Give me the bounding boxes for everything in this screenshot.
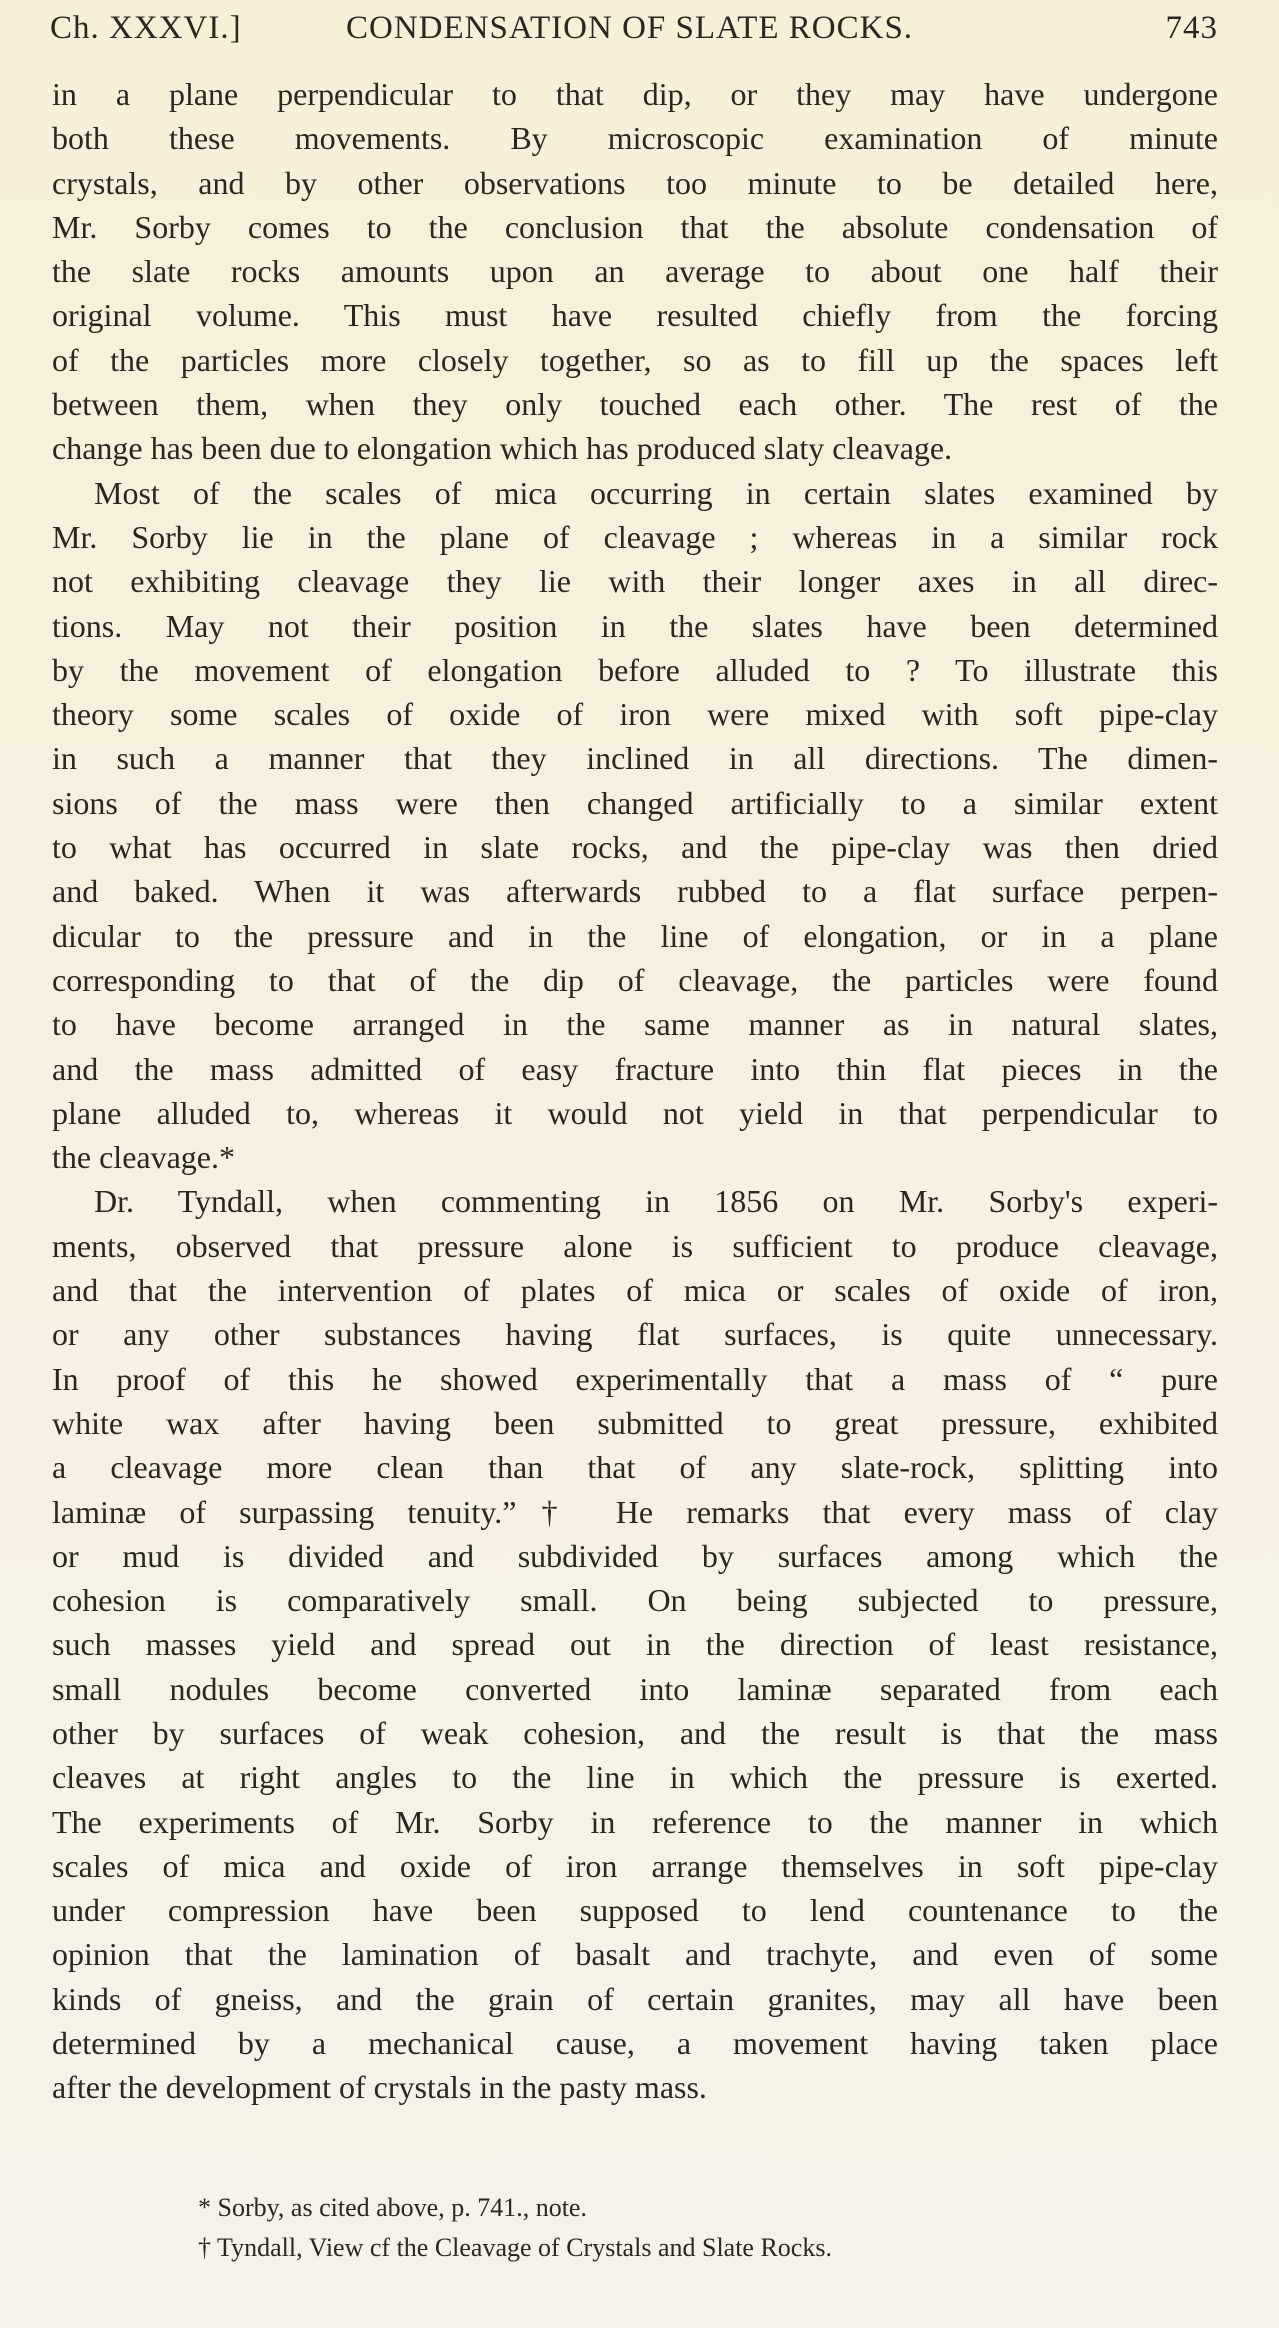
page-number: 743 [1165,10,1218,46]
text-line: crystals, and by other observations too minute to be detailed here, [52,164,1218,201]
footnote: * Sorby, as cited above, p. 741., note. [198,2193,587,2222]
page-title: CONDENSATION OF SLATE ROCKS. [346,10,914,46]
text-line: under compression have been supposed to lend countenance to the [52,1892,1218,1929]
text-line: change has been due to elongation which has produced slaty cleavage. [52,430,953,467]
text-line: a cleavage more clean than that of any slate-rock, splitting into [52,1449,1218,1486]
text-line: other by surfaces of weak cohesion, and the result is that the mass [52,1714,1218,1751]
text-line: the slate rocks amounts upon an average to about one half their [52,253,1218,290]
text-line: and baked. When it was afterwards rubbed to a flat surface perpen- [52,873,1218,910]
text-line: corresponding to that of the dip of cleavage, the particles were found [52,961,1218,998]
text-line: both these movements. By microscopic examination of minute [52,120,1218,157]
text-line: Mr. Sorby comes to the conclusion that the absolute condensation of [52,208,1218,245]
text-line: white wax after having been submitted to great pressure, exhibited [52,1404,1218,1441]
text-line: or mud is divided and subdivided by surfaces among which the [52,1537,1218,1574]
text-line: not exhibiting cleavage they lie with their longer axes in all direc- [52,563,1218,600]
text-line: of the particles more closely together, so as to fill up the spaces left [52,341,1218,378]
text-line: or any other substances having flat surfaces, is quite unnecessary. [52,1316,1218,1353]
chapter-label: Ch. XXXVI.] [50,10,242,46]
text-line: theory some scales of oxide of iron were mixed with soft pipe-clay [52,696,1218,733]
text-line: ments, observed that pressure alone is sufficient to produce cleavage, [52,1227,1218,1264]
text-line: after the development of crystals in the pasty mass. [52,2069,707,2106]
body-text [52,72,1218,2110]
text-line: opinion that the lamination of basalt and trachyte, and even of some [52,1936,1218,1973]
text-line: and that the intervention of plates of mica or scales of oxide of iron, [52,1272,1218,1309]
text-line: by the movement of elongation before alluded to ? To illustrate this [52,651,1218,688]
text-line: Dr. Tyndall, when commenting in 1856 on Mr. Sorby's experi- [94,1183,1218,1220]
text-line: scales of mica and oxide of iron arrange themselves in soft pipe-clay [52,1847,1218,1884]
text-line: cohesion is comparatively small. On being subjected to pressure, [52,1582,1218,1619]
text-line: kinds of gneiss, and the grain of certain granites, may all have been [52,1980,1218,2017]
text-line: in such a manner that they inclined in all directions. The dimen- [52,740,1218,777]
text-line: small nodules become converted into laminæ separated from each [52,1670,1218,1707]
text-line: In proof of this he showed experimentally that a mass of “ pure [52,1360,1218,1397]
text-line: cleaves at right angles to the line in which the pressure is exerted. [52,1759,1218,1796]
text-line: in a plane perpendicular to that dip, or they may have undergone [52,76,1218,112]
text-line: to have become arranged in the same manner as in natural slates, [52,1006,1218,1043]
footnotes [198,2188,832,2268]
text-line: to what has occurred in slate rocks, and the pipe-clay was then dried [52,829,1218,866]
text-line: the cleavage.* [52,1139,235,1176]
footnote: † Tyndall, View cf the Cleavage of Crystals and Slate Rocks. [198,2233,832,2262]
text-line: laminæ of surpassing tenuity.”† He remarks that every mass of clay [52,1493,1218,1530]
text-line: dicular to the pressure and in the line of elongation, or in a plane [52,917,1218,954]
text-line: plane alluded to, whereas it would not yield in that perpendicular to [52,1094,1218,1131]
text-line: original volume. This must have resulted chiefly from the forcing [52,297,1218,334]
text-line: and the mass admitted of easy fracture into thin flat pieces in the [52,1050,1218,1087]
text-line: such masses yield and spread out in the direction of least resistance, [52,1626,1218,1663]
text-line: sions of the mass were then changed artificially to a similar extent [52,784,1218,821]
text-line: tions. May not their position in the slates have been determined [52,607,1218,644]
text-line: Mr. Sorby lie in the plane of cleavage ; whereas in a similar rock [52,518,1218,555]
text-line: Most of the scales of mica occurring in certain slates examined by [94,474,1218,511]
running-header [50,10,1218,54]
text-line: between them, when they only touched each other. The rest of the [52,386,1218,423]
text-line: The experiments of Mr. Sorby in reference to the manner in which [52,1803,1218,1840]
text-line: determined by a mechanical cause, a movement having taken place [52,2025,1218,2062]
